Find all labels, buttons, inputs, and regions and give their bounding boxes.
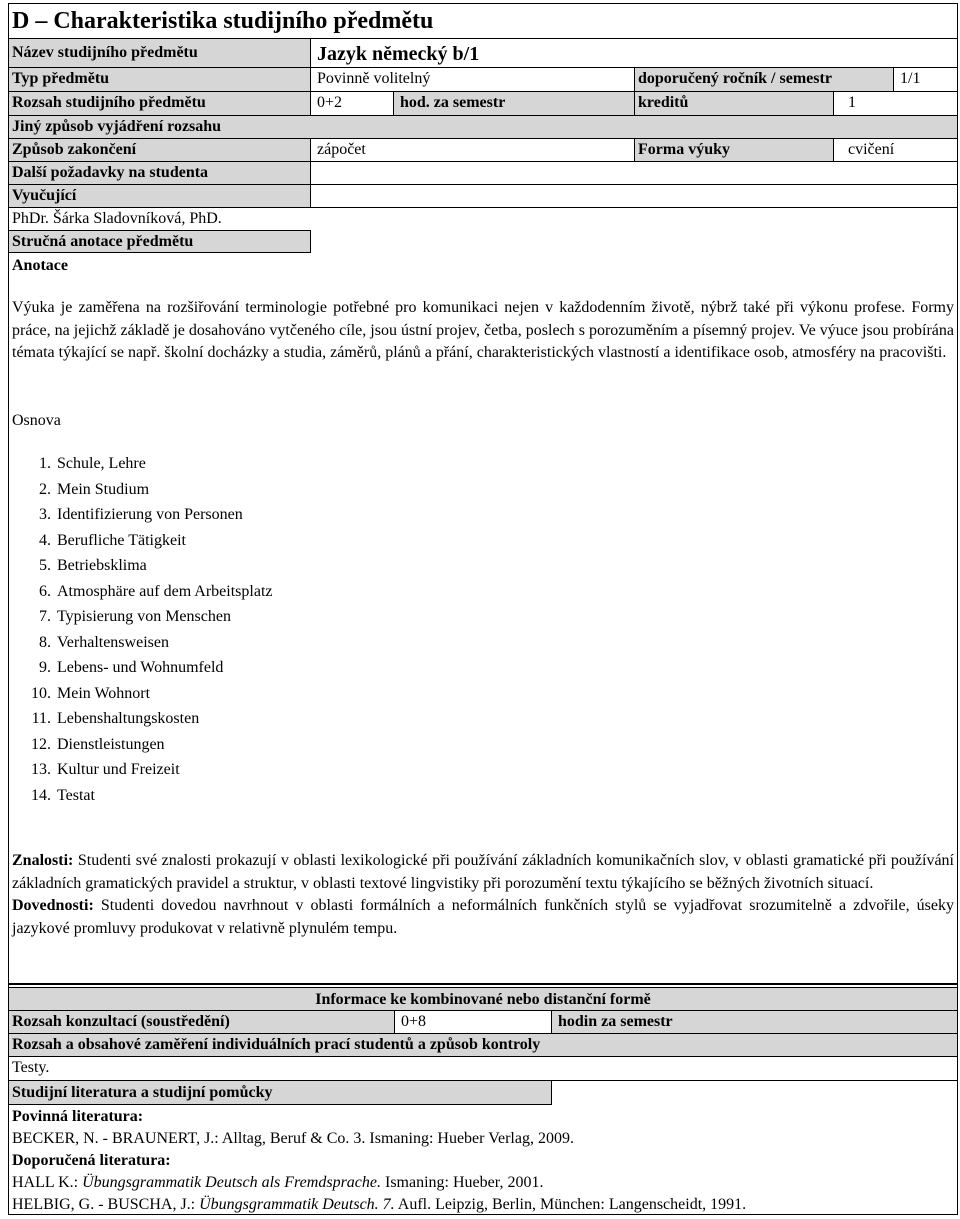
scope-unit: hod. za semestr (394, 92, 635, 115)
row-requirements (9, 162, 957, 185)
individual-label: Rozsah a obsahové zaměření individuálních prací studentů a způsob kontroly (12, 1036, 541, 1053)
list-item: 4. Berufliche Tätigkeit (39, 531, 186, 549)
list-item: 12. Dienstleistungen (31, 735, 165, 753)
course-sheet (8, 3, 958, 1215)
row-course-type (9, 68, 957, 92)
row-other-scope (9, 116, 957, 139)
teachers-label: Vyučující (9, 185, 311, 207)
list-item: 8. Verhaltensweisen (39, 633, 169, 651)
literature-heading-box (9, 1081, 552, 1105)
list-item: 11. Lebenshaltungskosten (31, 710, 200, 727)
list-item: 6. Atmosphäre auf dem Arbeitsplatz (39, 582, 273, 600)
recommended-item-1: HALL K.: Übungsgrammatik Deutsch als Fremdsprache. Ismaning: Hueber, 2001. (12, 1174, 544, 1191)
type-label: Typ předmětu (9, 68, 311, 91)
mandatory-item: BECKER, N. - BRAUNERT, J.: Alltag, Beruf & Co. 3. Ismaning: Hueber Verlag, 2009. (12, 1130, 574, 1147)
list-item: 5. Betriebsklima (39, 557, 147, 574)
outline-list (12, 451, 273, 808)
list-item: 2. Mein Studium (39, 480, 150, 498)
recommended-item-2: HELBIG, G. - BUSCHA, J.: Übungsgrammatik Deutsch. 7. Aufl. Leipzig, Berlin, München: Langenscheidt, 1991. (12, 1196, 747, 1213)
scope-label: Rozsah studijního předmětu (9, 92, 311, 115)
annotation-text: Výuka je zaměřena na rozšiřování terminologie potřebné pro komunikaci nejen v každodenním životě, nýbrž také při výkonu profese. Formy práce, na jejichž základě je dosahováno vytčeného cíle, jsou ústní projev, četba, poslech s porozuměním a písemný projev. Ve výuce jsou probírána témata týkající se např. školní docházky a studia, záměrů, plánů a přání, charakteristických vlastností a identifikace osob, atmosféry na pracovišti. (12, 299, 954, 361)
skills-paragraph (12, 895, 954, 940)
row-individual-work (9, 1034, 957, 1057)
course-name-value: Jazyk německý b/1 (317, 43, 480, 65)
year-value: 1/1 (900, 70, 921, 87)
consult-unit: hodin za semestr (552, 1011, 957, 1033)
row-teacher-value (9, 208, 957, 230)
completion-value: zápočet (311, 139, 635, 161)
knowledge-text: Studenti své znalosti prokazují v oblasti lexikologické při používání základních komunikačních slov, v oblasti gramatické při používání základních gramatických pravidel a struktur, v oblasti textové lingvistiky při porozumění textu týkajícího se běžných životních situací. (12, 852, 954, 892)
annotation-label: Stručná anotace předmětu (12, 233, 194, 250)
list-item: 10. Mein Wohnort (31, 684, 151, 702)
outline-heading: Osnova (12, 412, 61, 429)
course-name-label: Název studijního předmětu (9, 39, 311, 67)
teacher-value: PhDr. Šárka Sladovníková, PhD. (12, 210, 222, 227)
annotation-heading: Anotace (12, 257, 68, 274)
list-item: 9. Lebens- und Wohnumfeld (39, 659, 224, 676)
list-item: 7. Typisierung von Menschen (39, 608, 231, 625)
list-item: 13. Kultur und Freizeit (31, 761, 180, 778)
credits-label: kreditů (635, 92, 834, 115)
skills-label: Dovednosti: (12, 897, 94, 914)
requirements-label: Další požadavky na studenta (9, 162, 311, 184)
distance-heading: Informace ke kombinované nebo distanční formě (315, 991, 651, 1008)
row-consultations (9, 1011, 957, 1034)
list-item: 3. Identifizierung von Personen (39, 506, 243, 523)
literature-heading: Studijní literatura a studijní pomůcky (12, 1084, 273, 1101)
list-item: 1. Schule, Lehre (39, 455, 146, 472)
annotation-label-box (9, 230, 311, 253)
row-course-name (9, 39, 957, 68)
consult-value: 0+8 (395, 1011, 552, 1033)
scope-value: 0+2 (311, 92, 394, 115)
distance-heading-row (9, 987, 957, 1011)
row-teachers (9, 185, 957, 208)
row-scope (9, 92, 957, 116)
knowledge-label: Znalosti: (12, 852, 74, 869)
individual-value: Testy. (12, 1059, 50, 1076)
knowledge-paragraph (12, 850, 954, 895)
row-individual-value (9, 1057, 957, 1081)
row-completion (9, 139, 957, 162)
credits-value: 1 (848, 94, 856, 111)
outcomes-block (12, 850, 954, 940)
skills-text: Studenti dovedou navrhnout v oblasti formálních a neformálních funkčních stylů se vyjadřovat srozumitelně a zdvořile, úseky jazykové promluvy produkovat v relativně plynulém tempu. (12, 897, 954, 937)
type-value: Povinně volitelný (311, 68, 635, 91)
mandatory-label: Povinná literatura: (12, 1108, 144, 1125)
form-label: Forma výuky (635, 139, 834, 161)
completion-label: Způsob zakončení (9, 139, 311, 161)
year-label: doporučený ročník / semestr (635, 68, 894, 91)
consult-label: Rozsah konzultací (soustředění) (9, 1011, 395, 1033)
other-scope-label: Jiný způsob vyjádření rozsahu (9, 116, 957, 138)
header-row (9, 4, 957, 39)
list-item: 14. Testat (31, 786, 95, 804)
form-value: cvičení (848, 141, 895, 158)
page-title: D – Charakteristika studijního předmětu (12, 8, 434, 34)
recommended-label: Doporučená literatura: (12, 1152, 171, 1169)
